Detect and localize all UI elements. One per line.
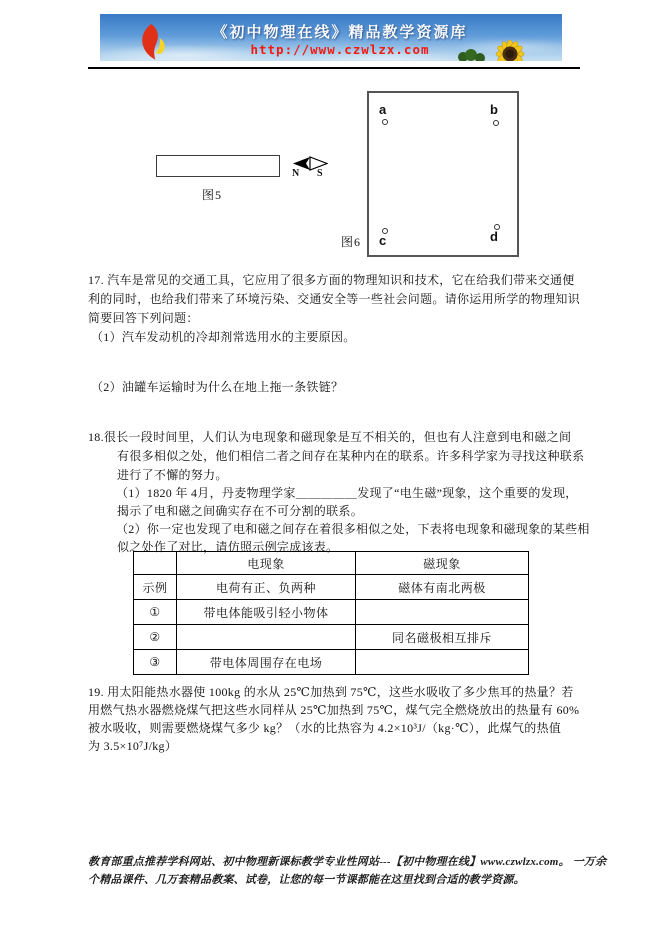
q18-line-2: 有很多相似之处，他们相信二者之间存在某种内在的联系。许多科学家为寻找这种联系 [117, 449, 585, 463]
figure6-label: 图6 [341, 235, 362, 249]
header-magnetic-cell: 磁现象 [356, 552, 529, 575]
q19-line-1: 19. 用太阳能热水器使 100kg 的水从 25℃加热到 75℃，这些水吸收了多少焦耳的热量？若 [88, 685, 574, 699]
table-cell: 磁体有南北两极 [356, 575, 529, 600]
figure5-label: 图5 [202, 188, 223, 202]
header-divider [88, 67, 580, 69]
q19-line-2: 用燃气热水器燃烧煤气把这些水同样从 25℃加热到 75℃，煤气完全燃烧放出的热量有 60% [88, 703, 580, 717]
table-cell [356, 650, 529, 675]
q18-line-3: 进行了不懈的努力。 [117, 468, 228, 482]
compass-s-label: S [317, 168, 323, 179]
footer-line-1: 教育部重点推荐学科网站、初中物理新课标教学专业性网站---【初中物理在线】www.czwlzx.com。 一万余 [88, 856, 607, 868]
point-b-marker [493, 120, 499, 126]
table-cell: ③ [134, 650, 177, 675]
q18-part2: （2）你一定也发现了电和磁之间存在着很多相似之处，下表将电现象和磁现象的某些相 [116, 522, 590, 536]
q17-line-2: 利的同时，也给我们带来了环境污染、交通安全等一些社会问题。请你运用所学的物理知识 [88, 292, 581, 306]
q19-line-3: 被水吸收，则需要燃烧煤气多少 kg？（水的比热容为 4.2×10³J/（kg·℃），此煤气的热值 [88, 721, 562, 735]
point-a-marker [382, 119, 388, 125]
point-a-label: a [379, 102, 387, 117]
q18-part1: （1）1820 年 4月，丹麦物理学家＿＿＿＿＿发现了“电生磁”现象，这个重要的发现， [116, 486, 578, 500]
q17-part1: （1）汽车发动机的冷却剂常选用水的主要原因。 [91, 330, 356, 344]
table-row-example [134, 575, 529, 600]
table-cell: 带电体周围存在电场 [177, 650, 356, 675]
point-c-label: c [379, 233, 387, 248]
q17-line-3: 简要回答下列问题： [88, 311, 199, 325]
comparison-table [133, 551, 529, 675]
table-cell: ① [134, 600, 177, 625]
magnet-bar [156, 155, 280, 177]
q18-part2-cont: 似之处作了对比，请仿照示例完成该表。 [117, 540, 339, 554]
compass-n-label: N [292, 168, 300, 179]
table-cell: 带电体能吸引轻小物体 [177, 600, 356, 625]
table-cell: 电荷有正、负两种 [177, 575, 356, 600]
footer-line-2: 个精品课件、几万套精品教案、试卷，让您的每一节课都能在这里找到合适的教学资源。 [88, 874, 525, 886]
banner-title: 《初中物理在线》精品教学资源库 [212, 25, 468, 41]
table-row-1 [134, 600, 529, 625]
table-cell: ② [134, 625, 177, 650]
table-cell [177, 625, 356, 650]
point-d-label: d [490, 229, 498, 244]
q19-line-4: 为 3.5×10⁷J/kg） [88, 739, 178, 753]
czwlzx-logo-icon [134, 23, 174, 61]
table-cell: 示例 [134, 575, 177, 600]
q17-part2: （2）油罐车运输时为什么在地上拖一条铁链？ [91, 380, 344, 394]
table-row-2 [134, 625, 529, 650]
sunflower-icon [480, 32, 540, 61]
q18-part1-cont: 揭示了电和磁之间确实存在不可分割的联系。 [117, 504, 364, 518]
site-banner [100, 14, 562, 61]
point-b-label: b [490, 102, 498, 117]
q17-line-1: 17. 汽车是常见的交通工具，它应用了很多方面的物理知识和技术，它在给我们带来交通便 [88, 273, 575, 287]
table-header-row [134, 552, 529, 575]
header-electric-cell: 电现象 [177, 552, 356, 575]
table-cell [356, 600, 529, 625]
header-blank-cell [134, 552, 177, 575]
table-row-3 [134, 650, 529, 675]
banner-url: http://www.czwlzx.com [250, 42, 430, 57]
q18-line-1: 18.很长一段时间里，人们认为电现象和磁现象是互不相关的，但也有人注意到电和磁之间 [88, 430, 572, 444]
table-cell: 同名磁极相互排斥 [356, 625, 529, 650]
